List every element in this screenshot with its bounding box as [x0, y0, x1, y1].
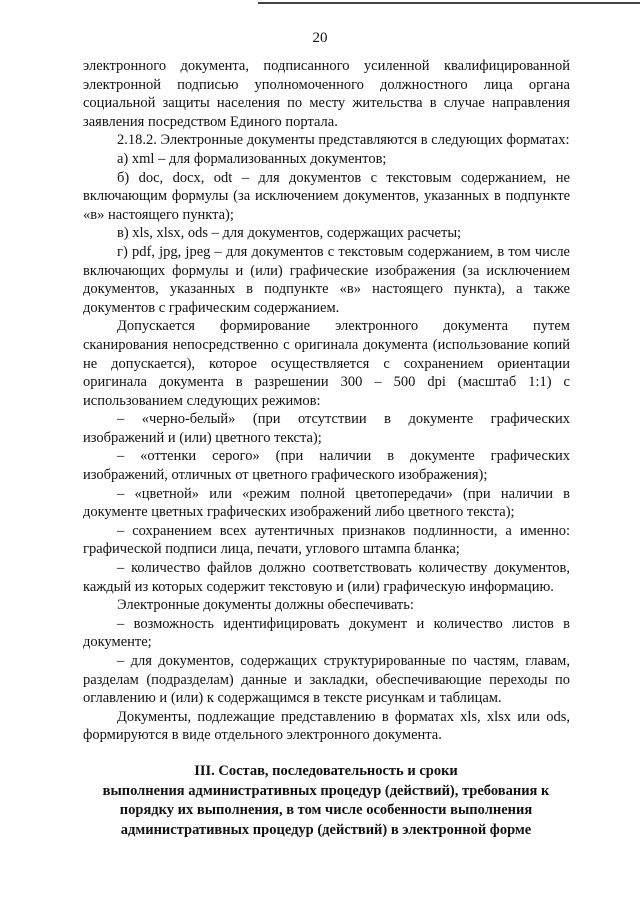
scan-mode-bw: – «черно-белый» (при отсутствии в документе графических изображений и (или) цветного текста);	[83, 411, 570, 446]
spreadsheet-paragraph: Документы, подлежащие представлению в форматах xls, xlsx или ods, формируются в виде отдельного электронного документа.	[83, 708, 570, 744]
heading-line: III. Состав, последовательность и сроки	[194, 763, 458, 779]
header-rule	[258, 2, 640, 4]
requirement-bookmarks: – для документов, содержащих структурированные по частям, главам, разделам (подразделам) данные и закладки, обеспечивающие переходы по оглавлению и (или) к содержащимся в тексте рисункам и таблицам.	[83, 653, 570, 707]
heading-line: порядку их выполнения, в том числе особенности выполнения	[119, 802, 533, 818]
requirements-intro: Электронные документы должны обеспечивать:	[117, 597, 414, 614]
scan-mode-grayscale: – «оттенки серого» (при наличии в документе графических изображений, отличных от цветного графического изображения);	[83, 448, 570, 484]
format-item-v: в) xls, xlsx, ods – для документов, содержащих расчеты;	[117, 225, 462, 242]
scanning-paragraph: Допускается формирование электронного документа путем сканирования непосредственно с оригинала документа (использование копий не допускается), которое осуществляется с сохранением ориентации оригинала документа в разрешении 300 – 500 dpi (масштаб 1:1) с использованием следующих режимов:	[83, 318, 570, 409]
scan-authenticity: – сохранением всех аутентичных признаков подлинности, а именно: графической подписи лица, печати, углового штампа бланка;	[83, 522, 570, 558]
paragraph-2-18-2: 2.18.2. Электронные документы представляются в следующих форматах:	[117, 132, 570, 149]
document-body	[83, 57, 570, 745]
section-heading	[70, 762, 582, 840]
format-item-a: а) xml – для формализованных документов;	[117, 150, 387, 167]
scan-file-count: – количество файлов должно соответствовать количеству документов, каждый из которых содержит текстовую и (или) графическую информацию.	[83, 560, 570, 595]
heading-line: административных процедур (действий) в электронной форме	[120, 821, 532, 838]
format-item-g: г) pdf, jpg, jpeg – для документов с текстовым содержанием, в том числе включающих формулы и (или) графические изображения (за исключением документов, указанных в подпункте «в» настоящего пункта), а также документов с графическим содержанием.	[83, 243, 570, 316]
scan-mode-color: – «цветной» или «режим полной цветопередачи» (при наличии в документе цветных графических изображений либо цветного текста);	[83, 485, 570, 521]
requirement-identify: – возможность идентифицировать документ и количество листов в документе;	[83, 615, 570, 651]
paragraph-continuation: электронного документа, подписанного усиленной квалифицированной электронной подписью уполномоченного должностного лица органа социальной защиты населения по месту жительства в случае направления заявления посредством Единого портала.	[83, 58, 570, 130]
page-number: 20	[312, 30, 328, 46]
format-item-b: б) doc, docx, odt – для документов с текстовым содержанием, не включающим формулы (за исключением документов, указанных в подпункте «в» настоящего пункта);	[83, 169, 570, 223]
heading-line: выполнения административных процедур (действий), требования к	[102, 782, 550, 799]
